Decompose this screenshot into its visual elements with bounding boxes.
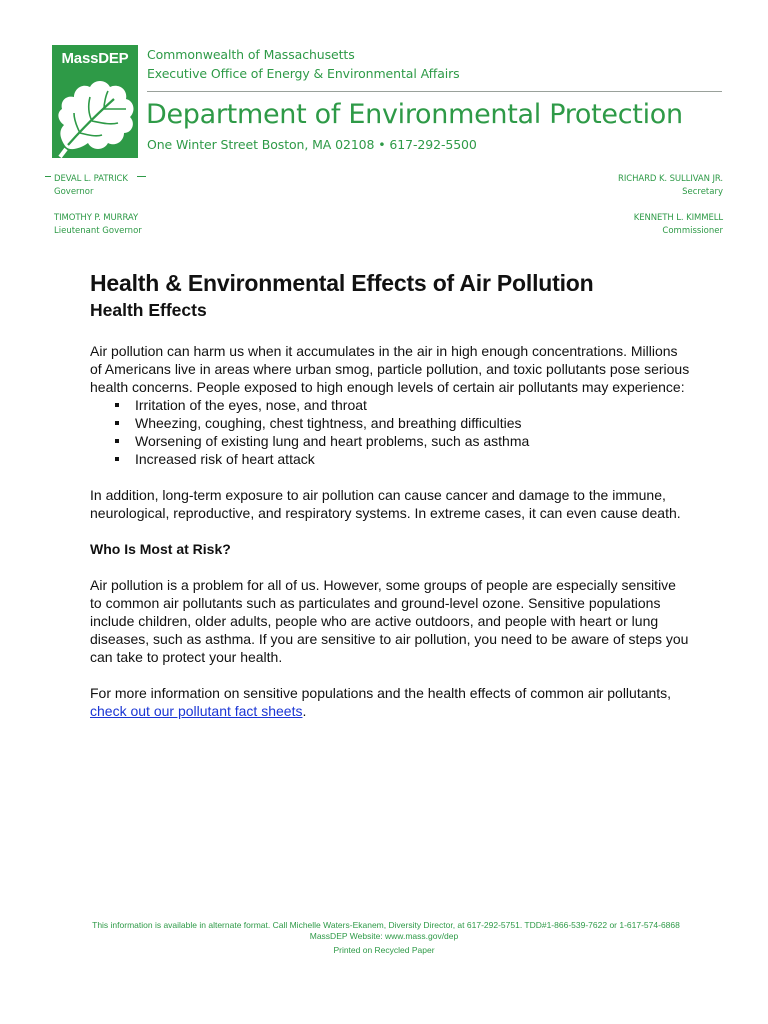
logo-text: MassDEP: [61, 50, 129, 67]
effects-list: [90, 396, 690, 468]
executive-office-name: Executive Office of Energy & Environmental Affairs: [147, 66, 460, 81]
commissioner-name: KENNETH L. KIMMELL: [633, 213, 723, 223]
oak-leaf-icon: [52, 69, 138, 158]
list-item: [115, 414, 690, 432]
department-address: One Winter Street Boston, MA 02108 • 617-292-5500: [147, 137, 477, 152]
long-term-paragraph: In addition, long-term exposure to air pollution can cause cancer and damage to the immune, neurological, reproductive, and respiratory systems. In extreme cases, it can even cause death.: [90, 487, 681, 521]
more-info-suffix: .: [302, 703, 307, 719]
bullet-icon: [115, 457, 119, 461]
department-title: Department of Environmental Protection: [146, 99, 683, 130]
lieutenant-governor-title: Lieutenant Governor: [54, 226, 142, 236]
list-item: [115, 450, 690, 468]
divider-dash: [45, 176, 51, 177]
section-heading-health-effects: Health Effects: [90, 300, 207, 320]
commonwealth-name: Commonwealth of Massachusetts: [147, 47, 355, 62]
lieutenant-governor-name: TIMOTHY P. MURRAY: [54, 213, 139, 223]
section-heading-risk: Who Is Most at Risk?: [90, 541, 231, 557]
list-item-text: Worsening of existing lung and heart problems, such as asthma: [135, 433, 530, 449]
document-body: [90, 268, 690, 720]
bullet-icon: [115, 421, 119, 425]
footer-alternate-format: This information is available in alternate format. Call Michelle Waters-Ekanem, Diversity Director, at 617-292-5751. TDD#1-866-539-7622 or 1-617-574-6868: [92, 920, 680, 930]
more-info-text: For more information on sensitive populations and the health effects of common air pollutants,: [90, 685, 672, 701]
risk-paragraph: Air pollution is a problem for all of us. However, some groups of people are especially sensitive to common air pollutants such as particulates and ground-level ozone. Sensitive populations include children, older adults, people who are active outdoors, and people with heart or lung diseases, such as asthma. If you are sensitive to air pollution, you need to be aware of steps you can take to protect your health.: [90, 577, 689, 665]
secretary-title: Secretary: [682, 187, 723, 197]
list-item-text: Wheezing, coughing, chest tightness, and breathing difficulties: [135, 415, 522, 431]
bullet-icon: [115, 439, 119, 443]
list-item: [115, 432, 690, 450]
list-item-text: Irritation of the eyes, nose, and throat: [135, 397, 367, 413]
fact-sheets-link[interactable]: check out our pollutant fact sheets: [90, 703, 303, 719]
commissioner-title: Commissioner: [662, 226, 723, 236]
secretary-name: RICHARD K. SULLIVAN JR.: [618, 174, 723, 184]
intro-paragraph: Air pollution can harm us when it accumulates in the air in high enough concentrations. Millions of Americans live in areas where urban smog, particle pollution, and toxic pollutants pose serious health concerns. People exposed to high enough levels of certain air pollutants may experience:: [90, 343, 690, 395]
list-item-text: Increased risk of heart attack: [135, 451, 315, 467]
governor-title: Governor: [54, 187, 94, 197]
more-info-paragraph: [90, 684, 690, 720]
footer-recycled: Printed on Recycled Paper: [333, 945, 435, 955]
governor-name: DEVAL L. PATRICK: [54, 174, 128, 184]
bullet-icon: [115, 403, 119, 407]
header-divider: [147, 91, 722, 92]
list-item: [115, 396, 690, 414]
document-title: Health & Environmental Effects of Air Pollution: [90, 270, 594, 296]
footer-website: MassDEP Website: www.mass.gov/dep: [309, 931, 459, 941]
divider-dash: [137, 176, 146, 177]
massdep-logo: [52, 45, 138, 158]
